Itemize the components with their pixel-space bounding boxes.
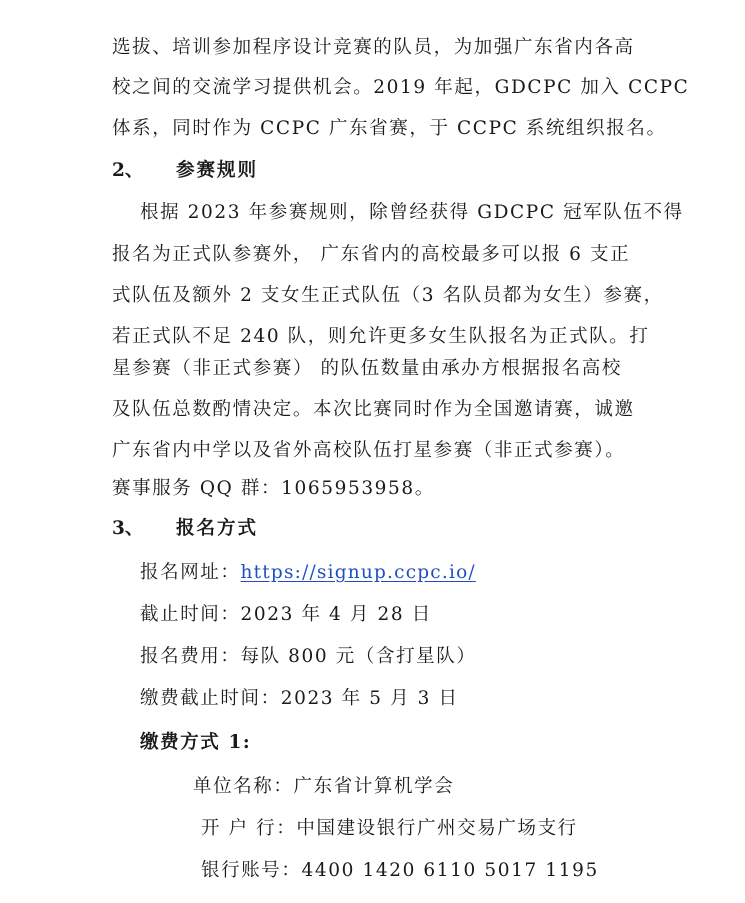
account-number-text: 银行账号：4400 1420 6110 5017 1195 bbox=[201, 860, 599, 881]
intro-line-3: 体系，同时作为 CCPC 广东省赛，于 CCPC 系统组织报名。 bbox=[112, 118, 667, 139]
section-3-title: 报名方式 bbox=[176, 518, 259, 539]
rules-line-1: 根据 2023 年参赛规则，除曾经获得 GDCPC 冠军队伍不得 bbox=[140, 202, 684, 223]
intro-line-1: 选拔、培训参加程序设计竞赛的队员，为加强广东省内各高 bbox=[112, 37, 635, 58]
intro-line-2: 校之间的交流学习提供机会。2019 年起，GDCPC 加入 CCPC bbox=[112, 77, 690, 98]
rules-line-8: 赛事服务 QQ 群：1065953958。 bbox=[112, 478, 435, 499]
section-3-heading bbox=[112, 517, 258, 541]
signup-url-link[interactable]: https://signup.ccpc.io/ bbox=[240, 562, 476, 583]
rules-line-2: 报名为正式队参赛外， 广东省内的高校最多可以报 6 支正 bbox=[112, 244, 631, 265]
section-3-number: 3、 bbox=[112, 518, 144, 539]
account-name-text: 单位名称：广东省计算机学会 bbox=[193, 776, 455, 797]
payment-method-title: 缴费方式 1: bbox=[140, 732, 252, 753]
bank-text: 开 户 行：中国建设银行广州交易广场支行 bbox=[201, 818, 578, 839]
rules-line-4: 若正式队不足 240 队，则允许更多女生队报名为正式队。打 bbox=[112, 326, 650, 347]
section-2-heading bbox=[112, 159, 258, 183]
rules-line-3: 式队伍及额外 2 支女生正式队伍（3 名队员都为女生）参赛， bbox=[112, 285, 664, 306]
signup-url-label: 报名网址： bbox=[140, 562, 241, 583]
rules-line-5: 星参赛（非正式参赛） 的队伍数量由承办方根据报名高校 bbox=[112, 358, 622, 379]
deadline-text: 截止时间：2023 年 4 月 28 日 bbox=[140, 604, 432, 625]
rules-line-7: 广东省内中学以及省外高校队伍打星参赛（非正式参赛）。 bbox=[112, 440, 626, 461]
fee-text: 报名费用：每队 800 元（含打星队） bbox=[140, 646, 477, 667]
rules-line-6: 及队伍总数酌情决定。本次比赛同时作为全国邀请赛，诚邀 bbox=[112, 399, 635, 420]
payment-deadline-text: 缴费截止时间：2023 年 5 月 3 日 bbox=[140, 688, 459, 709]
section-2-title: 参赛规则 bbox=[176, 160, 259, 181]
section-2-number: 2、 bbox=[112, 160, 144, 181]
signup-url-row bbox=[140, 561, 476, 585]
